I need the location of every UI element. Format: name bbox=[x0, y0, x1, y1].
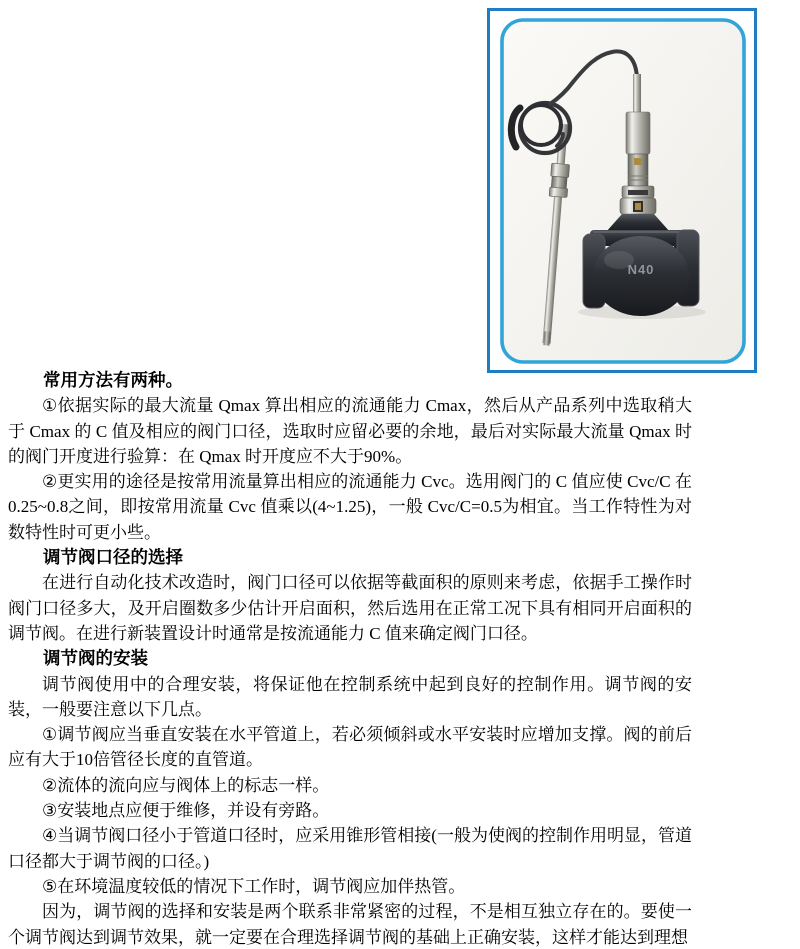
para-install-point-2: ②流体的流向应与阀体上的标志一样。 bbox=[42, 775, 330, 795]
valve-body-icon bbox=[593, 236, 689, 316]
para-diameter-selection: 在进行自动化技术改造时，阀门口径可以依据等截面积的原则来考虑，依据手工操作时阀门口径多大，及开启圈数多少估计开启面积，然后选用在正常工况下具有相同开启面积的调节阀。在进行新装置设计时通常是按流通能力 C 值来确定阀门口径。 bbox=[8, 573, 692, 643]
valve-photo bbox=[487, 8, 757, 373]
valve-figure bbox=[487, 8, 757, 373]
para-method-2: ②更实用的途径是按常用流量算出相应的流通能力 Cvc。选用阀门的 C 值应使 Cvc/C 在0.25~0.8之间，即按常用流量 Cvc 值乘以(4~1.25)，一般 Cvc/C=0.5为相宜。当工作特性为对数特性时可更小些。 bbox=[8, 472, 692, 542]
para-install-point-4: ④当调节阀口径小于管道口径时，应采用锥形管相接(一般为使阀的控制作用明显，管道口径都大于调节阀的口径。) bbox=[8, 826, 692, 871]
heading-common-methods: 常用方法有两种。 bbox=[43, 370, 183, 390]
para-install-point-1: ①调节阀应当垂直安装在水平管道上，若必须倾斜或水平安装时应增加支撑。阀的前后应有大于10倍管径长度的直管道。 bbox=[8, 725, 692, 770]
para-installation-intro: 调节阀使用中的合理安装，将保证他在控制系统中起到良好的控制作用。调节阀的安装，一般要注意以下几点。 bbox=[8, 674, 692, 719]
para-method-1: ①依据实际的最大流量 Qmax 算出相应的流通能力 Cmax，然后从产品系列中选取稍大于 Cmax 的 C 值及相应的阀门口径，选取时应留必要的余地，最后对实际最大流量 Qmax 时的阀门开度进行验算：在 Qmax 时开度应不大于90%。 bbox=[8, 396, 692, 466]
valve-size-label: N40 bbox=[627, 262, 655, 277]
para-install-point-5: ⑤在环境温度较低的情况下工作时，调节阀应加伴热管。 bbox=[42, 876, 466, 896]
heading-valve-installation: 调节阀的安装 bbox=[43, 648, 148, 669]
article-text bbox=[8, 368, 692, 949]
heading-diameter-selection: 调节阀口径的选择 bbox=[43, 547, 183, 568]
para-install-point-3: ③安装地点应便于维修，并设有旁路。 bbox=[42, 801, 330, 821]
para-conclusion: 因为，调节阀的选择和安装是两个联系非常紧密的过程，不是相互独立存在的。要使一个调节阀达到调节效果，就一定要在合理选择调节阀的基础上正确安装，这样才能达到理想 bbox=[8, 902, 692, 947]
